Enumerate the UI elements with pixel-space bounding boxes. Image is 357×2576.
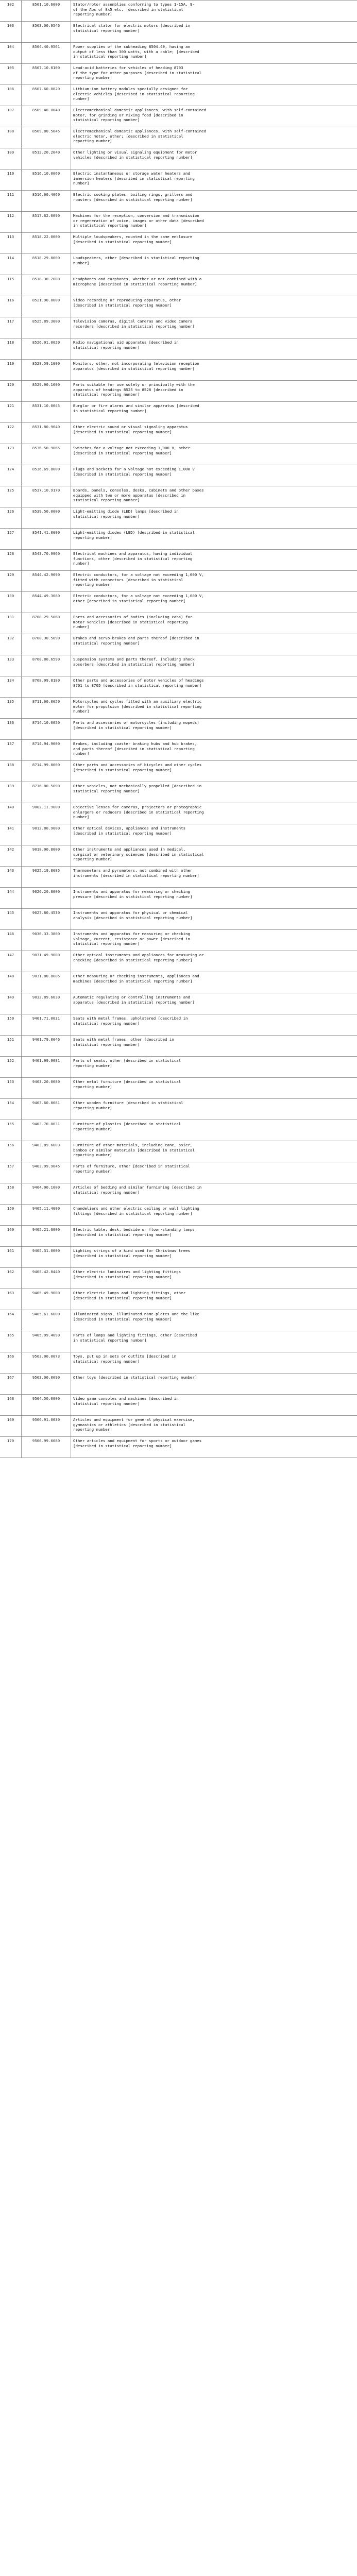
table-row — [0, 1416, 357, 1437]
row-number: 123 — [0, 444, 22, 465]
product-description: Parts suitable for use solely or principally with the apparatus of headings 8525 to 8528 [described in statistical reporting number] — [73, 382, 195, 397]
row-number: 156 — [0, 1141, 22, 1162]
hts-code: 8525.89.3000 — [22, 317, 71, 338]
table-row — [0, 1057, 357, 1078]
product-description: Light-emitting diode (LED) lamps [described in statistical reporting number] — [73, 509, 179, 519]
table-row — [0, 909, 357, 930]
row-number: 117 — [0, 317, 22, 338]
table-row — [0, 1162, 357, 1183]
table-row — [0, 360, 357, 381]
table-row — [0, 275, 357, 296]
row-number: 142 — [0, 845, 22, 866]
table-row — [0, 1183, 357, 1205]
row-number: 103 — [0, 22, 22, 42]
hts-code: 8521.90.0000 — [22, 296, 71, 317]
table-row — [0, 423, 357, 444]
hts-code: 9506.99.6080 — [22, 1437, 71, 1458]
product-description: Toys, put up in sets or outfits [described in statistical reporting number] — [73, 1354, 177, 1364]
product-description: Brakes and servo-brakes and parts thereof [described in statistical reporting number] — [73, 636, 199, 646]
product-description: Burglar or fire alarms and similar apparatus [described in statistical reporting number] — [73, 403, 199, 413]
table-row — [0, 212, 357, 233]
product-description: Lithium-ion battery modules specially designed for electric vehicles [described in statistical reporting number] — [73, 87, 195, 101]
table-row — [0, 507, 357, 529]
row-number: 146 — [0, 930, 22, 951]
product-description: Electric conductors, for a voltage not exceeding 1,000 V, other [described in statistical reporting number] — [73, 594, 204, 603]
hts-code: 9403.20.0080 — [22, 1078, 71, 1098]
row-number: 157 — [0, 1162, 22, 1183]
hts-code: 9403.89.6003 — [22, 1141, 71, 1162]
table-row — [0, 972, 357, 993]
product-description: Instruments and apparatus for measuring or checking voltage, current, resistance or power [described in statistical reporting number] — [73, 931, 190, 946]
table-row — [0, 1395, 357, 1416]
table-row — [0, 571, 357, 592]
product-description: Seats with metal frames, upholstered [described in statistical reporting number] — [73, 1016, 188, 1026]
product-description: Stator/rotor assemblies conforming to types 1-15A, 9- of the Abs of 8x5 etc. [described in statistical reporting number] — [73, 2, 195, 17]
row-number: 109 — [0, 148, 22, 169]
row-number: 147 — [0, 951, 22, 972]
product-description: Video recording or reproducing apparatus, other [described in statistical reporting number] — [73, 298, 181, 308]
hts-code: 8516.60.4060 — [22, 191, 71, 211]
product-description: Other metal furniture [described in statistical reporting number] — [73, 1079, 181, 1089]
hts-code: 9403.70.8031 — [22, 1120, 71, 1141]
table-row — [0, 296, 357, 317]
product-description: Other instruments and appliances used in medical, surgical or veterinary sciences [described in statistical reporting number] — [73, 847, 204, 862]
product-description: Electric table, desk, bedside or floor-standing lamps [described in statistical reporting number] — [73, 1227, 195, 1237]
product-description: Articles of bedding and similar furnishing [described in statistical reporting number] — [73, 1185, 202, 1195]
row-number: 102 — [0, 1, 22, 21]
product-description: Electromechanical domestic appliances, with self-contained motor, for grinding or mixing food [described in statistical reporting number] — [73, 108, 207, 123]
hts-code: 9503.00.0073 — [22, 1352, 71, 1373]
product-description: Multiple loudspeakers, mounted in the same enclosure [described in statistical reporting number] — [73, 234, 193, 244]
product-description: Other parts and accessories of motor vehicles of headings 8701 to 8705 [described in statistical reporting number] — [73, 678, 204, 688]
row-number: 135 — [0, 698, 22, 718]
hts-code: 9405.31.0000 — [22, 1247, 71, 1267]
hts-code: 8714.99.8000 — [22, 761, 71, 782]
product-description: Objective lenses for cameras, projectors or photographic enlargers or reducers [described in statistical reporting number] — [73, 805, 204, 820]
row-number: 139 — [0, 782, 22, 803]
row-number: 137 — [0, 740, 22, 760]
product-description: Electrical machines and apparatus, having individual functions, other [described in statistical reporting number] — [73, 551, 193, 566]
product-description: Parts of furniture, other [described in statistical reporting number] — [73, 1164, 190, 1174]
product-description: Television cameras, digital cameras and video camera recorders [described in statistical reporting number] — [73, 319, 195, 329]
hts-code: 8517.62.0090 — [22, 212, 71, 232]
hts-code: 9013.80.9000 — [22, 824, 71, 845]
table-row — [0, 127, 357, 148]
row-number: 151 — [0, 1036, 22, 1056]
product-description: Electric instantaneous or storage water heaters and immersion heaters [described in statistical reporting number] — [73, 171, 195, 186]
product-description: Other vehicles, not mechanically propelled [described in statistical reporting number] — [73, 784, 202, 793]
hts-code: 9405.21.6000 — [22, 1226, 71, 1246]
table-row — [0, 867, 357, 888]
product-description: Motorcycles and cycles fitted with an auxiliary electric motor for propulsion [described in statistical reporting number] — [73, 699, 202, 714]
row-number: 164 — [0, 1310, 22, 1331]
product-description: Electromechanical domestic appliances, with self-contained electric motor, other; [described in statistical reporting number] — [73, 129, 207, 144]
row-number: 111 — [0, 191, 22, 211]
table-row — [0, 719, 357, 740]
table-row — [0, 465, 357, 486]
table-row — [0, 930, 357, 951]
row-number: 125 — [0, 486, 22, 507]
table-row — [0, 1352, 357, 1374]
row-number: 149 — [0, 993, 22, 1014]
hts-code: 9405.42.8440 — [22, 1268, 71, 1289]
table-row — [0, 85, 357, 106]
row-number: 108 — [0, 127, 22, 148]
row-number: 104 — [0, 43, 22, 63]
product-description: Suspension systems and parts thereof, including shock absorbers [described in statistical reporting number] — [73, 657, 195, 667]
hts-code: 9401.71.0031 — [22, 1014, 71, 1035]
product-description: Other electric luminaires and lighting fittings [described in statistical reporting number] — [73, 1269, 181, 1279]
hts-code: 9405.61.6000 — [22, 1310, 71, 1331]
row-number: 166 — [0, 1352, 22, 1373]
row-number: 145 — [0, 909, 22, 929]
row-number: 140 — [0, 803, 22, 824]
row-number: 154 — [0, 1099, 22, 1120]
row-number: 119 — [0, 360, 22, 380]
hts-code: 8516.10.0060 — [22, 170, 71, 190]
hts-code: 8504.40.9561 — [22, 43, 71, 63]
row-number: 106 — [0, 85, 22, 106]
table-row — [0, 740, 357, 761]
table-row — [0, 803, 357, 824]
table-row — [0, 1247, 357, 1268]
table-row — [0, 381, 357, 402]
table-row — [0, 170, 357, 191]
hts-code: 8543.70.9960 — [22, 550, 71, 570]
table-row — [0, 529, 357, 550]
product-description: Chandeliers and other electric ceiling or wall lighting fittings [described in statistical reporting number] — [73, 1206, 199, 1216]
product-description: Lead-acid batteries for vehicles of heading 8703 of the type for other purposes [described in statistical reporting number] — [73, 65, 202, 80]
hts-code: 8708.99.8180 — [22, 676, 71, 697]
hts-code: 8537.10.9170 — [22, 486, 71, 507]
hts-code: 8518.22.0000 — [22, 233, 71, 253]
product-description: Illuminated signs, illuminated name-plates and the like [described in statistical reporting number] — [73, 1312, 199, 1321]
hts-code: 8536.69.8000 — [22, 465, 71, 486]
row-number: 143 — [0, 867, 22, 887]
table-row — [0, 634, 357, 655]
table-row — [0, 782, 357, 803]
table-row — [0, 845, 357, 867]
product-description: Thermometers and pyrometers, not combined with other instruments [described in statistical reporting number] — [73, 868, 199, 878]
product-description: Automatic regulating or controlling instruments and apparatus [described in statistical reporting number] — [73, 995, 195, 1005]
row-number: 131 — [0, 613, 22, 634]
row-number: 158 — [0, 1183, 22, 1204]
row-number: 138 — [0, 761, 22, 782]
product-description: Radio navigational aid apparatus [described in statistical reporting number] — [73, 340, 179, 350]
hts-code: 9504.50.0000 — [22, 1395, 71, 1415]
product-description: Other lighting or visual signaling equipment for motor vehicles [described in statistical reporting number] — [73, 150, 197, 160]
hts-code: 8714.94.9000 — [22, 740, 71, 760]
hts-code: 8531.10.0045 — [22, 402, 71, 422]
table-row — [0, 254, 357, 275]
row-number: 170 — [0, 1437, 22, 1458]
table-row — [0, 43, 357, 64]
table-row — [0, 64, 357, 85]
product-description: Furniture of plastics [described in statistical reporting number] — [73, 1122, 181, 1131]
row-number: 129 — [0, 571, 22, 591]
hts-code: 8512.20.2040 — [22, 148, 71, 169]
hts-code: 8503.00.9546 — [22, 22, 71, 42]
row-number: 155 — [0, 1120, 22, 1141]
row-number: 124 — [0, 465, 22, 486]
table-row — [0, 676, 357, 698]
hts-code: 8518.30.2000 — [22, 275, 71, 296]
row-number: 115 — [0, 275, 22, 296]
row-number: 152 — [0, 1057, 22, 1077]
table-row — [0, 993, 357, 1014]
hts-code: 8708.30.5090 — [22, 634, 71, 655]
hts-code: 8714.10.0050 — [22, 719, 71, 739]
table-row — [0, 1205, 357, 1226]
table-row — [0, 1310, 357, 1331]
hts-code: 8509.40.0040 — [22, 106, 71, 127]
hts-code: 8509.80.5045 — [22, 127, 71, 148]
hts-code: 8711.60.0050 — [22, 698, 71, 718]
hts-code: 8544.42.9090 — [22, 571, 71, 591]
product-description: Other articles and equipment for sports or outdoor games [described in statistical reporting number] — [73, 1438, 202, 1448]
row-number: 165 — [0, 1331, 22, 1352]
table-row — [0, 1268, 357, 1289]
table-row — [0, 1014, 357, 1036]
table-row — [0, 22, 357, 43]
table-row — [0, 1120, 357, 1141]
row-number: 122 — [0, 423, 22, 444]
hts-code: 9405.11.4000 — [22, 1205, 71, 1225]
table-row — [0, 148, 357, 170]
table-row — [0, 1331, 357, 1352]
table-row — [0, 317, 357, 338]
row-number: 128 — [0, 550, 22, 570]
table-row — [0, 698, 357, 719]
table-row — [0, 1036, 357, 1057]
row-number: 168 — [0, 1395, 22, 1415]
row-number: 148 — [0, 972, 22, 993]
row-number: 120 — [0, 381, 22, 401]
row-number: 160 — [0, 1226, 22, 1246]
table-row — [0, 1078, 357, 1099]
product-description: Boards, panels, consoles, desks, cabinets and other bases equipped with two or more apparatus [described in statistical reporting number] — [73, 488, 204, 503]
table-row — [0, 1099, 357, 1120]
hts-code: 9027.80.4530 — [22, 909, 71, 929]
table-row — [0, 1226, 357, 1247]
row-number: 153 — [0, 1078, 22, 1098]
hts-code: 9405.99.4090 — [22, 1331, 71, 1352]
hts-code: 8708.29.5060 — [22, 613, 71, 634]
hts-code: 8539.50.0000 — [22, 507, 71, 528]
product-description: Other wooden furniture [described in statistical reporting number] — [73, 1100, 183, 1110]
product-description: Other parts and accessories of bicycles and other cycles [described in statistical reporting number] — [73, 762, 202, 772]
product-description: Instruments and apparatus for physical or chemical analysis [described in statistical reporting number] — [73, 910, 193, 920]
product-description: Monitors, other, not incorporating television reception apparatus [described in statistical reporting number] — [73, 361, 199, 371]
hts-code: 9403.60.8081 — [22, 1099, 71, 1120]
table-row — [0, 233, 357, 254]
hts-code: 8528.59.1000 — [22, 360, 71, 380]
row-number: 126 — [0, 507, 22, 528]
row-number: 167 — [0, 1374, 22, 1394]
row-number: 105 — [0, 64, 22, 84]
row-number: 134 — [0, 676, 22, 697]
row-number: 163 — [0, 1289, 22, 1310]
product-description: Electric conductors, for a voltage not exceeding 1,000 V, fitted with connectors [described in statistical reporting number] — [73, 572, 204, 587]
product-description: Articles and equipment for general physical exercise, gymnastics or athletics [described in statistical reporting number] — [73, 1417, 195, 1432]
hts-code: 9404.90.1000 — [22, 1183, 71, 1204]
row-number: 161 — [0, 1247, 22, 1267]
product-description: Headphones and earphones, whether or not combined with a microphone [described in statistical reporting number] — [73, 277, 202, 286]
product-description: Parts of seats, other [described in statistical reporting number] — [73, 1058, 181, 1068]
table-row — [0, 824, 357, 845]
product-description: Parts and accessories of motorcycles (including mopeds) [described in statistical reporting number] — [73, 720, 199, 730]
product-description: Video game consoles and machines [described in statistical reporting number] — [73, 1396, 179, 1406]
table-row — [0, 1374, 357, 1395]
row-number: 127 — [0, 529, 22, 549]
table-row — [0, 338, 357, 360]
row-number: 132 — [0, 634, 22, 655]
table-row — [0, 402, 357, 423]
product-description: Seats with metal frames, other [described in statistical reporting number] — [73, 1037, 174, 1047]
row-number: 107 — [0, 106, 22, 127]
product-description: Loudspeakers, other [described in statistical reporting number] — [73, 256, 199, 265]
row-number: 162 — [0, 1268, 22, 1289]
hts-code: 8501.10.6000 — [22, 1, 71, 21]
row-number: 110 — [0, 170, 22, 190]
row-number: 159 — [0, 1205, 22, 1225]
table-row — [0, 613, 357, 634]
product-description: Other electric sound or visual signaling apparatus [described in statistical reporting number] — [73, 425, 188, 434]
product-description: Other optical devices, appliances and instruments [described in statistical reporting number] — [73, 826, 186, 836]
hts-code: 8541.41.0000 — [22, 529, 71, 549]
table-row — [0, 951, 357, 972]
table-row — [0, 550, 357, 571]
table-row — [0, 592, 357, 613]
product-description: Electric cooking plates, boiling rings, grillers and roasters [described in statistical reporting number] — [73, 192, 193, 202]
hts-code: 9405.49.9000 — [22, 1289, 71, 1310]
hts-code: 8507.60.0020 — [22, 85, 71, 106]
hts-code: 8536.50.9065 — [22, 444, 71, 465]
product-description: Furniture of other materials, including cane, osier, bamboo or similar materials [described in statistical reporting number] — [73, 1143, 195, 1158]
hts-code: 8716.80.5090 — [22, 782, 71, 803]
row-number: 136 — [0, 719, 22, 739]
hts-code: 9025.19.8085 — [22, 867, 71, 887]
row-number: 130 — [0, 592, 22, 613]
table-row — [0, 1437, 357, 1458]
table-row — [0, 1289, 357, 1310]
product-description: Electrical stator for electric motors [described in statistical reporting number] — [73, 23, 190, 33]
table-row — [0, 486, 357, 507]
hts-code: 9002.11.9000 — [22, 803, 71, 824]
product-description: Switches for a voltage not exceeding 1,000 V, other [described in statistical reporting number] — [73, 446, 190, 455]
hts-code: 8708.80.6590 — [22, 655, 71, 676]
table-row — [0, 655, 357, 676]
table-row — [0, 191, 357, 212]
product-description: Power supplies of the subheading 8504.40, having an output of less than 300 watts, with a cable; [described in statistical reporting number] — [73, 44, 199, 59]
hts-code: 8526.91.0020 — [22, 338, 71, 359]
hts-code: 8529.90.1600 — [22, 381, 71, 401]
hts-code: 9032.89.6030 — [22, 993, 71, 1014]
product-description: Other optical instruments and appliances for measuring or checking [described in statistical reporting number] — [73, 953, 204, 962]
hts-code: 8507.10.0100 — [22, 64, 71, 84]
table-row — [0, 888, 357, 909]
hts-code: 8518.29.8000 — [22, 254, 71, 275]
product-description: Other electric lamps and lighting fittings, other [described in statistical reporting number] — [73, 1291, 186, 1300]
row-number: 121 — [0, 402, 22, 422]
product-description: Other measuring or checking instruments, appliances and machines [described in statistical reporting number] — [73, 974, 199, 984]
row-number: 113 — [0, 233, 22, 253]
row-number: 144 — [0, 888, 22, 908]
table-row — [0, 761, 357, 782]
table-row — [0, 106, 357, 127]
product-description: Plugs and sockets for a voltage not exceeding 1,000 V [described in statistical reporting number] — [73, 467, 195, 477]
product-description: Brakes, including coaster braking hubs and hub brakes, and parts thereof [described in statistical reporting number] — [73, 741, 197, 756]
product-description: Instruments and apparatus for measuring or checking pressure [described in statistical reporting number] — [73, 889, 193, 899]
row-number: 150 — [0, 1014, 22, 1035]
hts-code: 9401.99.9081 — [22, 1057, 71, 1077]
hts-code: 9031.49.9000 — [22, 951, 71, 972]
product-description: Parts and accessories of bodies (including cabs) for motor vehicles [described in statistical reporting number] — [73, 615, 193, 630]
table-row — [0, 1141, 357, 1162]
hts-code: 9026.20.8000 — [22, 888, 71, 908]
row-number: 112 — [0, 212, 22, 232]
hts-code: 9506.91.0030 — [22, 1416, 71, 1436]
product-description: Machines for the reception, conversion and transmission or regeneration of voice, images or other data [described in statistical reporting number] — [73, 213, 204, 228]
hts-code: 8544.49.3080 — [22, 592, 71, 613]
hts-code: 9031.80.8085 — [22, 972, 71, 993]
product-description: Other toys [described in statistical reporting number] — [73, 1375, 197, 1380]
row-number: 169 — [0, 1416, 22, 1436]
hts-code: 9403.99.9045 — [22, 1162, 71, 1183]
row-number: 116 — [0, 296, 22, 317]
hts-code: 9401.79.0046 — [22, 1036, 71, 1056]
table-row — [0, 444, 357, 465]
hts-code: 8531.80.9040 — [22, 423, 71, 444]
hts-code: 9030.33.3800 — [22, 930, 71, 951]
row-number: 114 — [0, 254, 22, 275]
row-number: 141 — [0, 824, 22, 845]
hts-code: 9018.90.8000 — [22, 845, 71, 866]
table-row — [0, 1, 357, 22]
product-description: Lighting strings of a kind used for Christmas trees [described in statistical reporting number] — [73, 1248, 190, 1258]
row-number: 118 — [0, 338, 22, 359]
product-description: Parts of lamps and lighting fittings, other [described in statistical reporting number] — [73, 1333, 197, 1343]
hts-code: 9503.00.0090 — [22, 1374, 71, 1394]
row-number: 133 — [0, 655, 22, 676]
product-description: Light-emitting diodes (LED) [described in statistical reporting number] — [73, 530, 195, 540]
